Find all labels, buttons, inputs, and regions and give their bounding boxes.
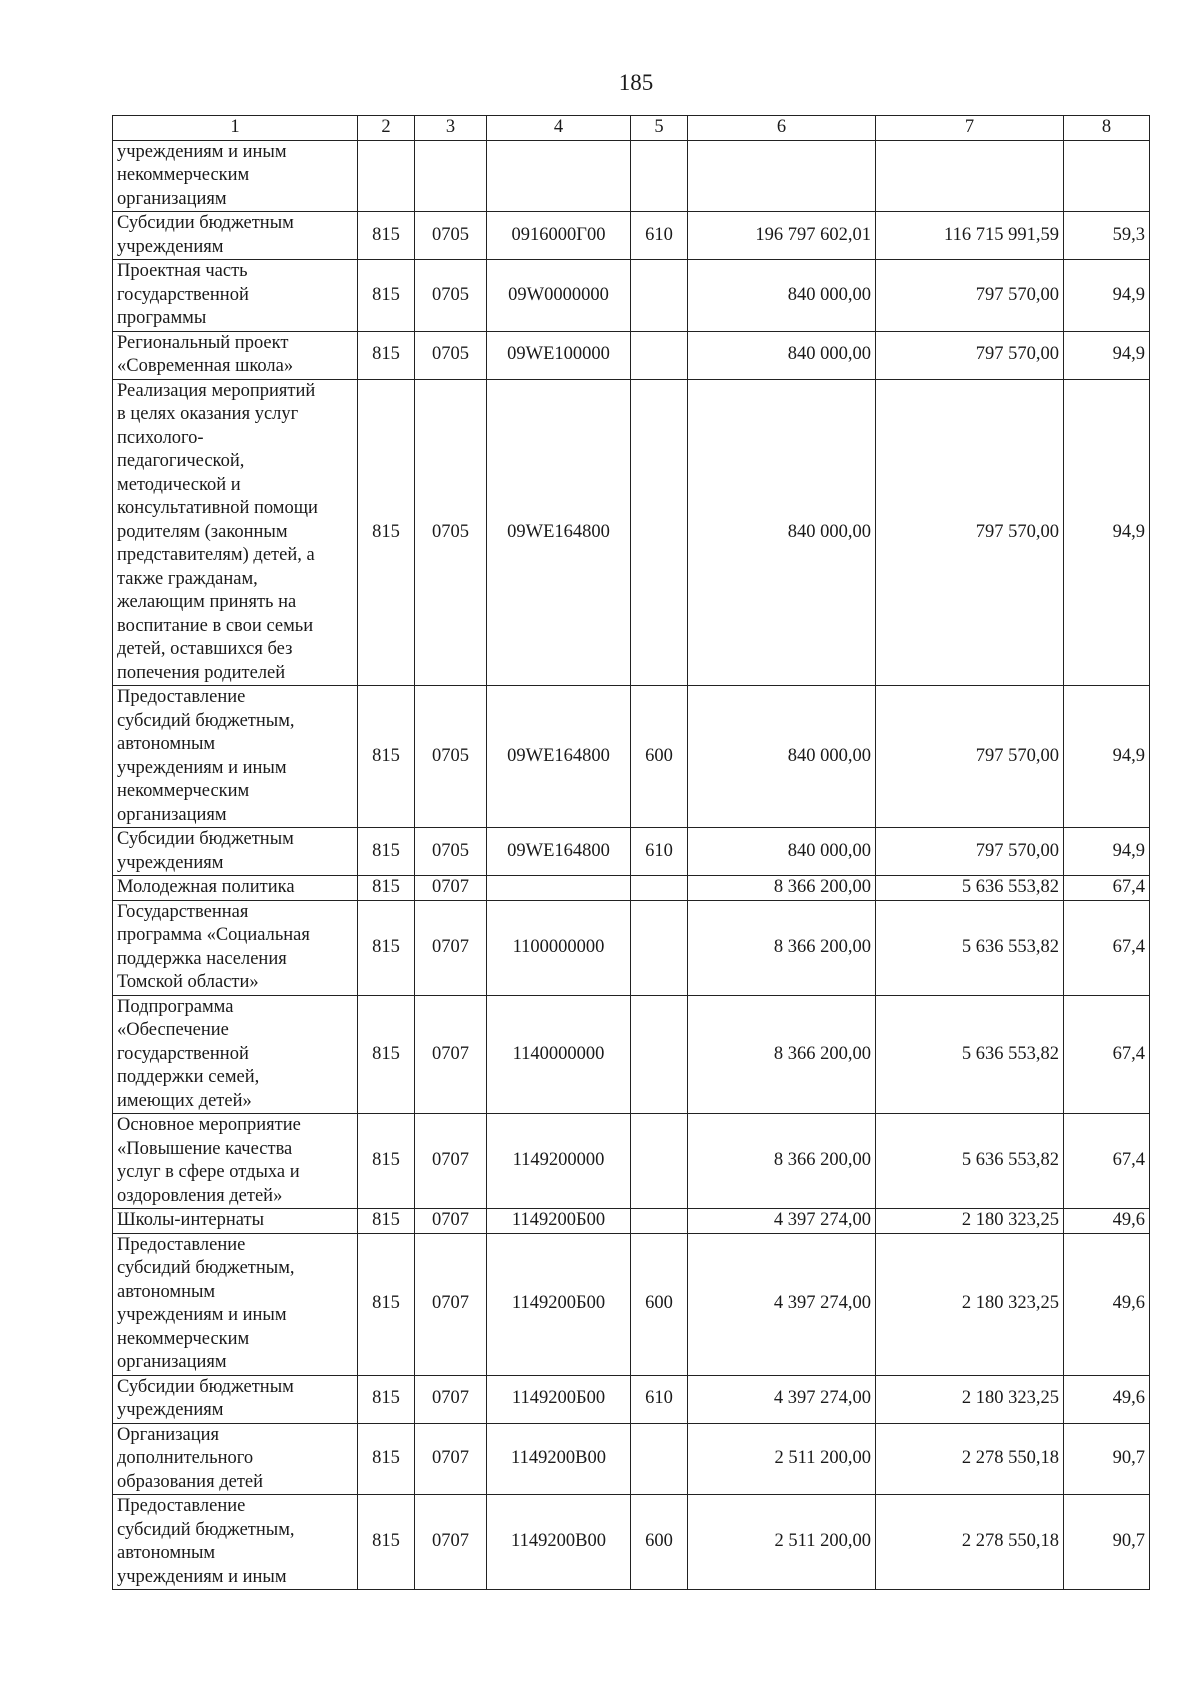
table-header-row (113, 116, 1150, 141)
cell-planned: 840 000,00 (688, 260, 876, 332)
cell-target-article: 1149200В00 (487, 1495, 631, 1590)
cell-target-article: 09WE164800 (487, 828, 631, 876)
row-name: Реализация мероприятий в целях оказания услуг психолого- педагогической, методической и консультативной помощи родителям (законным представителям) детей, а также гражданам, желающим принять на воспитание в свои семьи детей, оставшихся без попечения родителей (113, 379, 358, 686)
cell-executed: 2 180 323,25 (876, 1233, 1064, 1375)
cell-planned: 2 511 200,00 (688, 1495, 876, 1590)
cell-expense-type (631, 379, 688, 686)
cell-ministry: 815 (358, 1114, 415, 1209)
table-row (113, 331, 1150, 379)
cell-executed: 5 636 553,82 (876, 1114, 1064, 1209)
table-row (113, 995, 1150, 1114)
table-row (113, 828, 1150, 876)
cell-planned: 840 000,00 (688, 379, 876, 686)
cell-target-article (487, 140, 631, 212)
column-header-8: 8 (1064, 116, 1150, 141)
cell-target-article: 1149200Б00 (487, 1233, 631, 1375)
cell-planned: 8 366 200,00 (688, 900, 876, 995)
cell-ministry: 815 (358, 379, 415, 686)
cell-expense-type: 600 (631, 686, 688, 828)
cell-percent: 49,6 (1064, 1209, 1150, 1234)
cell-section: 0707 (415, 1233, 487, 1375)
cell-target-article: 09WE164800 (487, 686, 631, 828)
cell-target-article: 09W0000000 (487, 260, 631, 332)
cell-ministry: 815 (358, 1495, 415, 1590)
cell-ministry: 815 (358, 1375, 415, 1423)
cell-ministry: 815 (358, 1233, 415, 1375)
column-header-2: 2 (358, 116, 415, 141)
cell-percent: 90,7 (1064, 1423, 1150, 1495)
cell-expense-type (631, 1423, 688, 1495)
cell-planned: 8 366 200,00 (688, 995, 876, 1114)
cell-planned: 4 397 274,00 (688, 1233, 876, 1375)
row-name: Субсидии бюджетным учреждениям (113, 828, 358, 876)
table-row (113, 1233, 1150, 1375)
cell-section: 0705 (415, 331, 487, 379)
cell-target-article: 0916000Г00 (487, 212, 631, 260)
cell-percent: 67,4 (1064, 876, 1150, 901)
row-name: Предоставление субсидий бюджетным, автономным учреждениям и иным (113, 1495, 358, 1590)
column-header-1: 1 (113, 116, 358, 141)
cell-executed: 5 636 553,82 (876, 995, 1064, 1114)
column-header-7: 7 (876, 116, 1064, 141)
cell-expense-type (631, 1114, 688, 1209)
cell-planned: 8 366 200,00 (688, 1114, 876, 1209)
cell-expense-type (631, 260, 688, 332)
cell-target-article: 1149200000 (487, 1114, 631, 1209)
cell-ministry: 815 (358, 1209, 415, 1234)
cell-ministry (358, 140, 415, 212)
cell-percent (1064, 140, 1150, 212)
cell-section (415, 140, 487, 212)
cell-expense-type: 610 (631, 1375, 688, 1423)
table-row (113, 1209, 1150, 1234)
cell-executed: 5 636 553,82 (876, 876, 1064, 901)
column-header-6: 6 (688, 116, 876, 141)
cell-ministry: 815 (358, 876, 415, 901)
cell-percent: 94,9 (1064, 331, 1150, 379)
table-row (113, 260, 1150, 332)
cell-expense-type (631, 995, 688, 1114)
cell-expense-type: 600 (631, 1233, 688, 1375)
row-name: Подпрограмма «Обеспечение государственной поддержки семей, имеющих детей» (113, 995, 358, 1114)
row-name: Предоставление субсидий бюджетным, автономным учреждениям и иным некоммерческим организациям (113, 1233, 358, 1375)
cell-expense-type (631, 1209, 688, 1234)
row-name: Проектная часть государственной программы (113, 260, 358, 332)
cell-expense-type (631, 876, 688, 901)
cell-percent: 90,7 (1064, 1495, 1150, 1590)
cell-percent: 49,6 (1064, 1375, 1150, 1423)
cell-expense-type (631, 140, 688, 212)
cell-target-article: 1149200Б00 (487, 1209, 631, 1234)
cell-planned: 4 397 274,00 (688, 1209, 876, 1234)
column-header-4: 4 (487, 116, 631, 141)
cell-section: 0707 (415, 1423, 487, 1495)
table-row (113, 1423, 1150, 1495)
table-row (113, 686, 1150, 828)
cell-executed: 797 570,00 (876, 260, 1064, 332)
table-row (113, 1375, 1150, 1423)
row-name: учреждениям и иным некоммерческим организациям (113, 140, 358, 212)
cell-target-article: 1149200Б00 (487, 1375, 631, 1423)
cell-planned: 196 797 602,01 (688, 212, 876, 260)
cell-section: 0707 (415, 1114, 487, 1209)
row-name: Государственная программа «Социальная поддержка населения Томской области» (113, 900, 358, 995)
cell-executed: 2 278 550,18 (876, 1495, 1064, 1590)
cell-target-article: 1140000000 (487, 995, 631, 1114)
table-row (113, 876, 1150, 901)
cell-percent: 59,3 (1064, 212, 1150, 260)
cell-executed: 2 278 550,18 (876, 1423, 1064, 1495)
cell-executed: 116 715 991,59 (876, 212, 1064, 260)
table-row (113, 379, 1150, 686)
cell-planned (688, 140, 876, 212)
table-row (113, 900, 1150, 995)
cell-section: 0705 (415, 379, 487, 686)
cell-section: 0707 (415, 900, 487, 995)
cell-planned: 2 511 200,00 (688, 1423, 876, 1495)
cell-planned: 840 000,00 (688, 331, 876, 379)
cell-ministry: 815 (358, 331, 415, 379)
cell-planned: 840 000,00 (688, 686, 876, 828)
row-name: Предоставление субсидий бюджетным, автономным учреждениям и иным некоммерческим организациям (113, 686, 358, 828)
cell-expense-type: 610 (631, 828, 688, 876)
table-row (113, 1114, 1150, 1209)
row-name: Субсидии бюджетным учреждениям (113, 212, 358, 260)
cell-percent: 67,4 (1064, 1114, 1150, 1209)
cell-section: 0707 (415, 876, 487, 901)
cell-planned: 8 366 200,00 (688, 876, 876, 901)
cell-executed: 797 570,00 (876, 379, 1064, 686)
row-name: Молодежная политика (113, 876, 358, 901)
cell-target-article (487, 876, 631, 901)
cell-expense-type (631, 331, 688, 379)
column-header-3: 3 (415, 116, 487, 141)
row-name: Школы-интернаты (113, 1209, 358, 1234)
cell-percent: 94,9 (1064, 379, 1150, 686)
cell-percent: 94,9 (1064, 260, 1150, 332)
cell-expense-type: 600 (631, 1495, 688, 1590)
cell-target-article: 09WE164800 (487, 379, 631, 686)
row-name: Субсидии бюджетным учреждениям (113, 1375, 358, 1423)
cell-ministry: 815 (358, 1423, 415, 1495)
cell-section: 0707 (415, 1375, 487, 1423)
table-row (113, 140, 1150, 212)
cell-executed (876, 140, 1064, 212)
cell-ministry: 815 (358, 686, 415, 828)
cell-percent: 94,9 (1064, 828, 1150, 876)
cell-section: 0707 (415, 1209, 487, 1234)
cell-percent: 67,4 (1064, 995, 1150, 1114)
cell-executed: 2 180 323,25 (876, 1209, 1064, 1234)
page-number: 185 (618, 70, 654, 95)
cell-section: 0705 (415, 828, 487, 876)
cell-target-article: 09WE100000 (487, 331, 631, 379)
cell-section: 0705 (415, 260, 487, 332)
cell-percent: 67,4 (1064, 900, 1150, 995)
cell-section: 0705 (415, 212, 487, 260)
cell-executed: 797 570,00 (876, 686, 1064, 828)
cell-executed: 2 180 323,25 (876, 1375, 1064, 1423)
budget-table (112, 115, 1150, 1590)
cell-ministry: 815 (358, 828, 415, 876)
cell-section: 0707 (415, 995, 487, 1114)
cell-ministry: 815 (358, 900, 415, 995)
cell-expense-type (631, 900, 688, 995)
table-row (113, 1495, 1150, 1590)
row-name: Организация дополнительного образования детей (113, 1423, 358, 1495)
cell-executed: 797 570,00 (876, 331, 1064, 379)
cell-expense-type: 610 (631, 212, 688, 260)
cell-ministry: 815 (358, 260, 415, 332)
column-header-5: 5 (631, 116, 688, 141)
cell-target-article: 1100000000 (487, 900, 631, 995)
cell-section: 0707 (415, 1495, 487, 1590)
cell-percent: 94,9 (1064, 686, 1150, 828)
cell-ministry: 815 (358, 212, 415, 260)
cell-planned: 840 000,00 (688, 828, 876, 876)
cell-executed: 797 570,00 (876, 828, 1064, 876)
cell-section: 0705 (415, 686, 487, 828)
row-name: Основное мероприятие «Повышение качества услуг в сфере отдыха и оздоровления детей» (113, 1114, 358, 1209)
cell-percent: 49,6 (1064, 1233, 1150, 1375)
row-name: Региональный проект «Современная школа» (113, 331, 358, 379)
table-row (113, 212, 1150, 260)
cell-target-article: 1149200В00 (487, 1423, 631, 1495)
cell-executed: 5 636 553,82 (876, 900, 1064, 995)
cell-planned: 4 397 274,00 (688, 1375, 876, 1423)
cell-ministry: 815 (358, 995, 415, 1114)
